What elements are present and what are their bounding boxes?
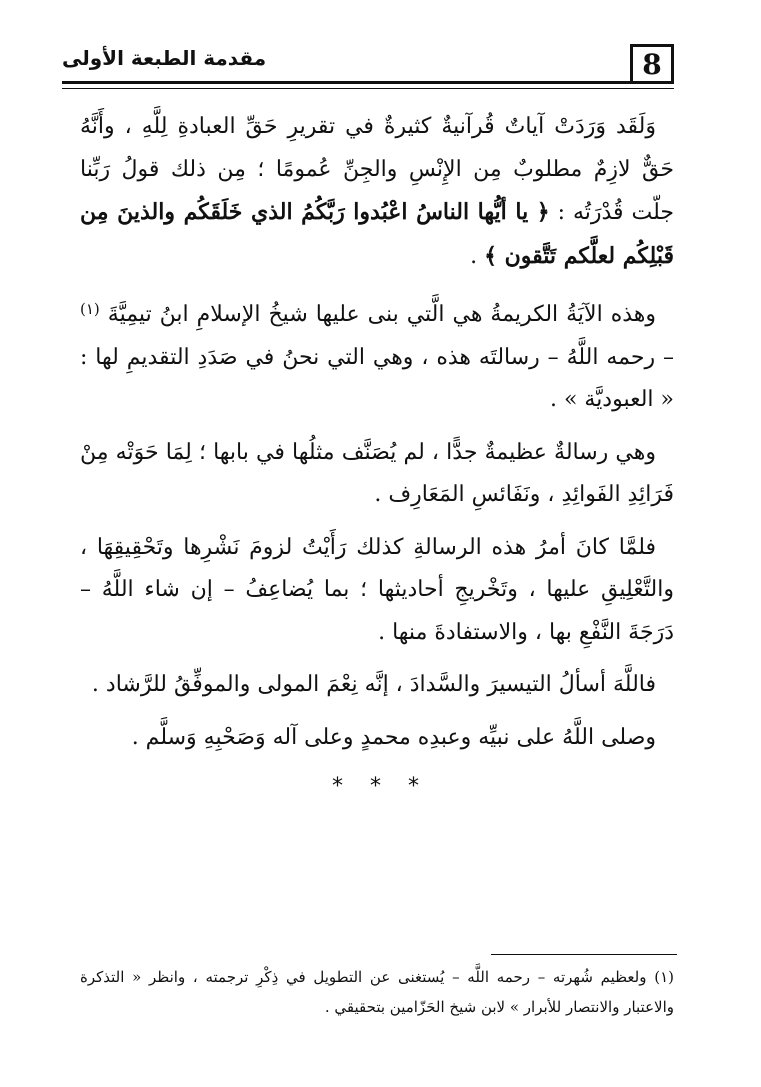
footnote-number: (١) (654, 968, 674, 986)
paragraph-5: فاللَّهَ أسألُ التيسيرَ والسَّدادَ ، إنَّه نِعْمَ المولى والموفِّقُ للرَّشاد . (91, 672, 656, 697)
page-number: 8 (630, 44, 674, 84)
paragraph-2 (80, 288, 674, 422)
section-separator: * * * (332, 774, 429, 799)
paragraph-1-text: وَلَقَد وَرَدَتْ آياتٌ قُرآنيةٌ كثيرةٌ في تقريرِ حَقِّ العبادةِ لِلَّهِ ، وأَنَّهُ حَقٌّ لازِمٌ مطلوبٌ مِن الإِنْسِ والجِنِّ عُمومًا ؛ مِن ذلك قولُ رَبِّنا جلّت قُدْرَتُه : (80, 114, 674, 225)
paragraph-4: فلمَّا كانَ أمرُ هذه الرسالةِ كذلك رَأَيْتُ لزومَ نَشْرِها وتَحْقِيقِهَا ، والتَّعْلِيقِ عليها ، وتَخْريجِ أحاديثها ؛ بما يُضاعِفُ – إن شاء اللَّهُ – دَرَجَةَ النَّفْعِ بها ، والاستفادةَ منها . (80, 534, 674, 645)
quran-verse: ﴿ يا أيُّها الناسُ اعْبُدوا رَبَّكُمُ الذي خَلَقَكُم والذينَ مِن قَبْلِكُم لعلَّكم تَتَّقون ﴾ (80, 199, 674, 269)
footnote-text: ولعظيم شُهرته – رحمه اللَّه – يُستغنى عن التطويل في ذِكْرِ ترجمته ، وانظر « التذكرة والاعتبار والانتصار للأبرار » لابن شيخ الحَزّامين بتحقيقي . (80, 968, 674, 1016)
main-text (80, 106, 674, 769)
paragraph-6: وصلى اللَّهُ على نبيِّه وعبدِه محمدٍ وعلى آله وَصَحْبِهِ وَسلَّم . (131, 724, 656, 750)
footnote-rule (491, 954, 677, 955)
footnote (80, 962, 674, 1022)
header-rule-thick (62, 81, 630, 84)
paragraph-2-text-b: – رحمه اللَّهُ – رسالتَه هذه ، وهي التي نحنُ في صَدَدِ التقديمِ لها : « العبوديَّة » . (80, 344, 674, 412)
paragraph-1-end: . (470, 243, 478, 269)
footnote-ref[interactable]: (١) (80, 300, 100, 318)
paragraph-1 (80, 106, 674, 278)
header-rule-thin (62, 88, 674, 89)
page-header (62, 44, 674, 92)
paragraph-3: وهي رسالةٌ عظيمةٌ جدًّا ، لم يُصَنَّف مثلُها في بابها ؛ لِمَا حَوَتْه مِنْ فَرَائِدِ الفَوائِدِ ، ونَفَائسِ المَعَارِف . (80, 439, 674, 507)
running-title: مقدمة الطبعة الأولى (62, 46, 267, 70)
paragraph-2-text-a: وهذه الآيَةُ الكريمةُ هي الَّتي بنى عليها شيخُ الإسلامِ ابنُ تيمِيَّةَ (107, 302, 657, 327)
